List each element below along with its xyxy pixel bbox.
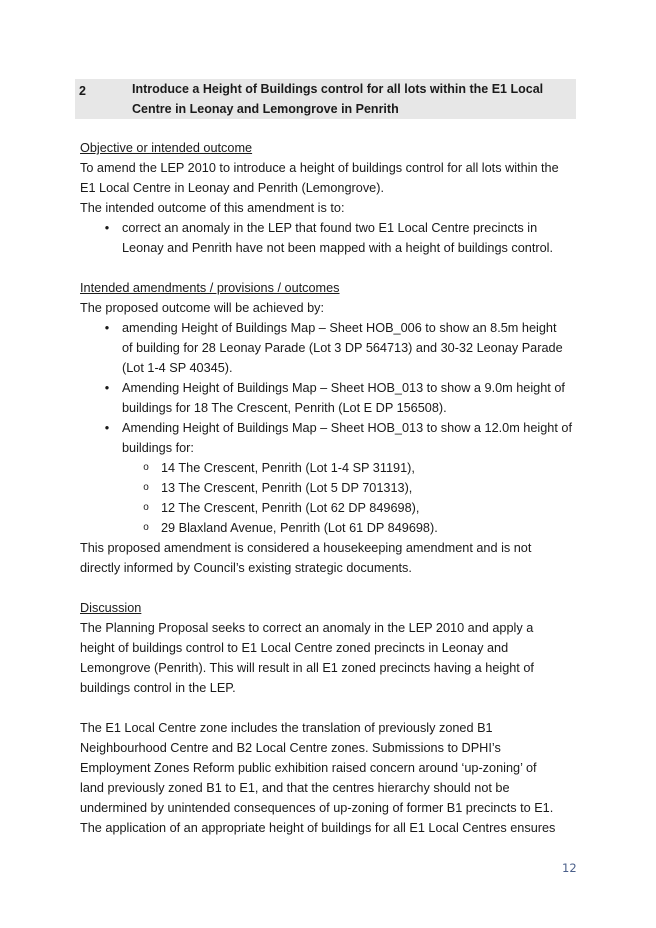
list-item-text: Amending Height of Buildings Map – Sheet HOB_013 to show a 12.0m height of <box>122 421 572 435</box>
sub-list-item-text: 13 The Crescent, Penrith (Lot 5 DP 701313), <box>161 481 413 495</box>
bullet-icon: • <box>104 321 110 335</box>
bullet-icon: • <box>104 221 110 235</box>
list-item-text: buildings for: <box>122 441 194 455</box>
sub-bullet-icon: o <box>143 482 149 493</box>
amendments-heading: Intended amendments / provisions / outcomes <box>80 281 340 295</box>
section-title-line: Centre in Leonay and Lemongrove in Penrith <box>132 102 399 116</box>
list-item <box>80 418 580 538</box>
list-item-text: Amending Height of Buildings Map – Sheet HOB_013 to show a 9.0m height of <box>122 381 565 395</box>
section-title-line: Introduce a Height of Buildings control for all lots within the E1 Local <box>132 82 544 96</box>
bullet-icon: • <box>104 381 110 395</box>
discussion-text: land previously zoned B1 to E1, and that the centres hierarchy should not be <box>80 781 510 795</box>
objective-text: E1 Local Centre in Leonay and Penrith (Lemongrove). <box>80 181 384 195</box>
sub-bullet-icon: o <box>143 502 149 513</box>
list-item-text: (Lot 1-4 SP 40345). <box>122 361 233 375</box>
sub-list-item <box>80 498 580 518</box>
page-number: 12 <box>562 861 577 875</box>
discussion-text: The application of an appropriate height of buildings for all E1 Local Centres ensures <box>80 821 556 835</box>
list-item <box>80 378 580 418</box>
discussion-text: Lemongrove (Penrith). This will result in all E1 zoned precincts having a height of <box>80 661 534 675</box>
discussion-text: undermined by unintended consequences of up-zoning of former B1 precincts to E1. <box>80 801 554 815</box>
bullet-icon: • <box>104 421 110 435</box>
sub-bullet-icon: o <box>143 462 149 473</box>
sub-list-item <box>80 478 580 498</box>
list-item <box>80 218 580 258</box>
sub-list-item-text: 14 The Crescent, Penrith (Lot 1-4 SP 31191), <box>161 461 415 475</box>
sub-list-item-text: 12 The Crescent, Penrith (Lot 62 DP 849698), <box>161 501 420 515</box>
list-item <box>80 318 580 378</box>
list-item-text: Leonay and Penrith have not been mapped with a height of buildings control. <box>122 241 553 255</box>
discussion-text: The Planning Proposal seeks to correct an anomaly in the LEP 2010 and apply a <box>80 621 534 635</box>
amendments-closing: directly informed by Council’s existing strategic documents. <box>80 561 412 575</box>
discussion-text: Neighbourhood Centre and B2 Local Centre zones. Submissions to DPHI’s <box>80 741 501 755</box>
list-item-text: buildings for 18 The Crescent, Penrith (Lot E DP 156508). <box>122 401 447 415</box>
sub-list-item <box>80 518 580 538</box>
objective-text: The intended outcome of this amendment is to: <box>80 201 345 215</box>
sub-list <box>80 458 580 538</box>
list-item-text: of building for 28 Leonay Parade (Lot 3 DP 564713) and 30-32 Leonay Parade <box>122 341 563 355</box>
document-body <box>80 138 580 838</box>
objective-list <box>80 218 580 258</box>
section-title <box>132 79 562 119</box>
discussion-text: height of buildings control to E1 Local Centre zoned precincts in Leonay and <box>80 641 509 655</box>
amendments-list <box>80 318 580 538</box>
objective-heading: Objective or intended outcome <box>80 141 253 155</box>
section-heading <box>75 79 576 119</box>
amendments-intro: The proposed outcome will be achieved by: <box>80 301 325 315</box>
objective-text: To amend the LEP 2010 to introduce a height of buildings control for all lots within the <box>80 161 559 175</box>
discussion-text: Employment Zones Reform public exhibition raised concern around ‘up-zoning’ of <box>80 761 537 775</box>
discussion-text: buildings control in the LEP. <box>80 681 236 695</box>
sub-bullet-icon: o <box>143 522 149 533</box>
list-item-text: amending Height of Buildings Map – Sheet HOB_006 to show an 8.5m height <box>122 321 557 335</box>
amendments-closing: This proposed amendment is considered a housekeeping amendment and is not <box>80 541 532 555</box>
discussion-text: The E1 Local Centre zone includes the translation of previously zoned B1 <box>80 721 493 735</box>
discussion-heading: Discussion <box>80 601 142 615</box>
section-number: 2 <box>79 84 86 98</box>
sub-list-item-text: 29 Blaxland Avenue, Penrith (Lot 61 DP 849698). <box>161 521 438 535</box>
sub-list-item <box>80 458 580 478</box>
list-item-text: correct an anomaly in the LEP that found two E1 Local Centre precincts in <box>122 221 538 235</box>
